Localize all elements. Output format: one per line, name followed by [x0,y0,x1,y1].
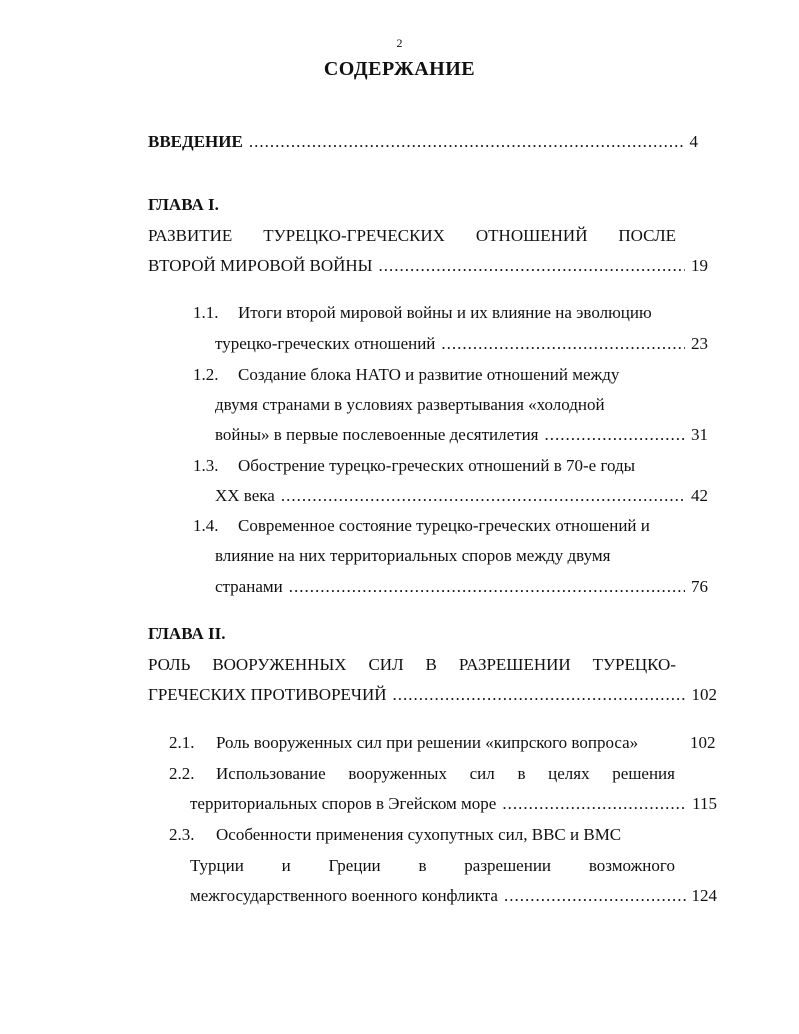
page-number: 2 [396,36,403,50]
section-text: межгосударственного военного конфликта [190,886,498,905]
chapter2-title-word: РОЛЬ [148,655,191,674]
chapter1-title-line2: ВТОРОЙ МИРОВОЙ ВОЙНЫ [148,256,373,275]
section-text: Обострение турецко-греческих отношений в 70-е годы [238,456,636,475]
chapter1-title-word: ТУРЕЦКО-ГРЕЧЕСКИХ [263,226,445,245]
section-text: Итоги второй мировой войны и их влияние на эволюцию [238,303,652,322]
dot-leader [545,425,686,445]
toc-entry-2-2 [190,794,717,814]
toc-entry-intro [148,132,698,152]
section-word: решения [612,764,675,783]
dot-leader [504,886,686,906]
dot-leader [502,794,686,814]
section-text: Роль вооруженных сил при решении «кипрского вопроса» [216,733,639,752]
chapter2-title-line2: ГРЕЧЕСКИХ ПРОТИВОРЕЧИЙ [148,685,387,704]
dot-leader [289,577,685,597]
section-text: территориальных споров в Эгейском море [190,794,497,813]
chapter2-title-word: В [425,655,437,674]
chapter2-title-word: РАЗРЕШЕНИИ [458,655,571,674]
chapter1-title-line1 [148,226,676,246]
section-text: войны» в первые послевоенные десятилетия [215,425,539,444]
toc-entry-1-1 [215,334,708,354]
section-number: 1.3. [193,456,219,475]
dot-leader [379,256,686,276]
toc-entry-chapter1 [148,256,708,276]
section-page: 31 [691,425,708,444]
dot-leader [441,334,685,354]
chapter2-title-word: ТУРЕЦКО- [592,655,676,674]
chapter2-title-line1 [148,655,676,675]
page-title: СОДЕРЖАНИЕ [323,58,476,80]
section-text: влияние на них территориальных споров между двумя [215,546,611,565]
section-word: в [517,764,526,783]
chapter2-heading: ГЛАВА II. [148,624,226,643]
section-number: 2.1. [169,733,195,752]
chapter2-page: 102 [691,685,717,704]
section-text: двумя странами в условиях развертывания «холодной [215,395,605,414]
section-2-3-line2 [190,856,675,876]
section-page: 115 [692,794,717,813]
toc-entry-1-3 [215,486,708,506]
toc-entry-intro-label: ВВЕДЕНИЕ [148,132,243,151]
dot-leader [393,685,686,705]
toc-entry-intro-page: 4 [689,132,698,151]
section-word: Греции [328,856,381,875]
section-text: Современное состояние турецко-греческих отношений и [238,516,650,535]
section-text: странами [215,577,283,596]
chapter1-title-word: ПОСЛЕ [618,226,676,245]
toc-entry-1-4 [215,577,708,597]
section-page: 42 [691,486,708,505]
section-text: турецко-греческих отношений [215,334,436,353]
section-number: 2.2. [169,764,195,783]
section-text: Создание блока НАТО и развитие отношений между [238,365,620,384]
chapter1-page: 19 [691,256,708,275]
chapter1-title-word: РАЗВИТИЕ [148,226,233,245]
toc-entry-2-3 [190,886,717,906]
chapter2-title-word: ВООРУЖЕННЫХ [212,655,347,674]
section-word: Турции [190,856,244,875]
section-number: 2.3. [169,825,195,844]
section-word: Использование [216,764,326,783]
section-page: 76 [691,577,708,596]
section-word: в [418,856,427,875]
section-1-1-line1 [238,303,676,323]
section-page: 124 [691,886,717,905]
section-word: целях [548,764,590,783]
section-number: 1.4. [193,516,219,535]
chapter2-title-word: СИЛ [368,655,404,674]
section-number: 1.1. [193,303,219,322]
section-text: XX века [215,486,275,505]
section-number: 1.2. [193,365,219,384]
section-text: Особенности применения сухопутных сил, ВВС и ВМС [216,825,622,844]
section-2-2-line1 [216,764,675,784]
section-word: возможного [588,856,675,875]
chapter1-heading: ГЛАВА I. [148,195,219,214]
section-page: 102 [690,733,716,752]
section-word: вооруженных [348,764,447,783]
section-word: сил [469,764,495,783]
section-page: 23 [691,334,708,353]
dot-leader [249,132,684,152]
section-word: разрешении [464,856,552,875]
toc-entry-1-2 [215,425,708,445]
toc-entry-chapter2 [148,685,717,705]
section-word: и [281,856,291,875]
dot-leader [281,486,685,506]
chapter1-title-word: ОТНОШЕНИЙ [475,226,588,245]
